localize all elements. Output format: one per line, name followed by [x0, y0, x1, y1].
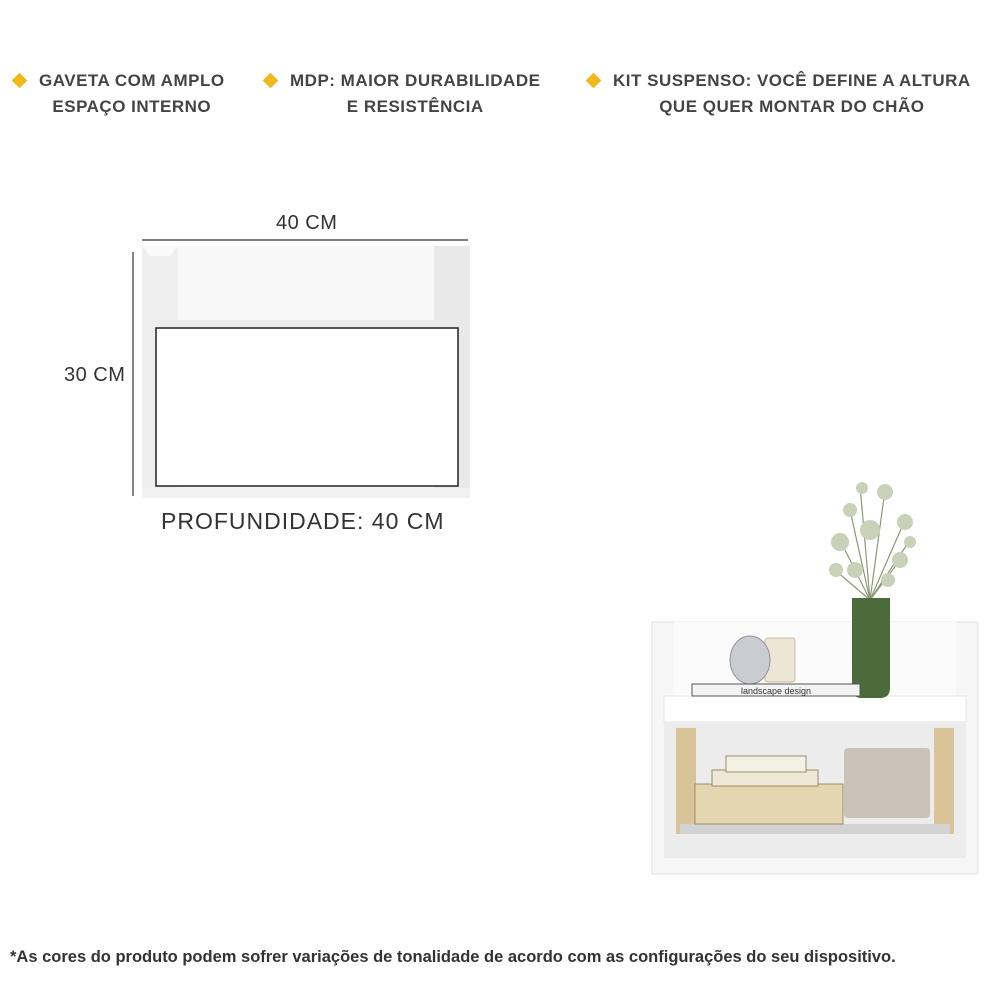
- diamond-bullet-icon: [586, 73, 602, 89]
- feature-line: MDP: MAIOR DURABILIDADE: [290, 71, 541, 90]
- feature-line: ESPAÇO INTERNO: [52, 97, 212, 116]
- book-spine-text: landscape design: [740, 686, 812, 696]
- feature-line: GAVETA COM AMPLO: [39, 71, 225, 90]
- cabinet-drawing: [142, 246, 470, 498]
- feature-line: KIT SUSPENSO: VOCÊ DEFINE A ALTURA: [613, 71, 971, 90]
- stored-box: [844, 748, 930, 818]
- feature-mdp: [265, 68, 540, 120]
- round-mirror: [730, 636, 770, 684]
- feature-line: QUE QUER MONTAR DO CHÃO: [659, 97, 925, 116]
- green-vase: [852, 598, 890, 698]
- stacked-books: [695, 784, 843, 824]
- height-label: 30 CM: [64, 364, 126, 386]
- feature-suspended-kit: [588, 68, 971, 120]
- color-disclaimer: *As cores do produto podem sofrer variações de tonalidade de acordo com as configurações do seu dispositivo.: [10, 948, 896, 966]
- diamond-bullet-icon: [263, 73, 279, 89]
- depth-label: PROFUNDIDADE: 40 CM: [161, 508, 445, 534]
- width-label: 40 CM: [276, 212, 338, 234]
- feature-drawer: [14, 68, 225, 120]
- feature-line: E RESISTÊNCIA: [346, 97, 484, 116]
- product-photo: [640, 470, 990, 890]
- flowers: [829, 482, 916, 587]
- dimension-diagram: [120, 228, 480, 508]
- diamond-bullet-icon: [12, 73, 28, 89]
